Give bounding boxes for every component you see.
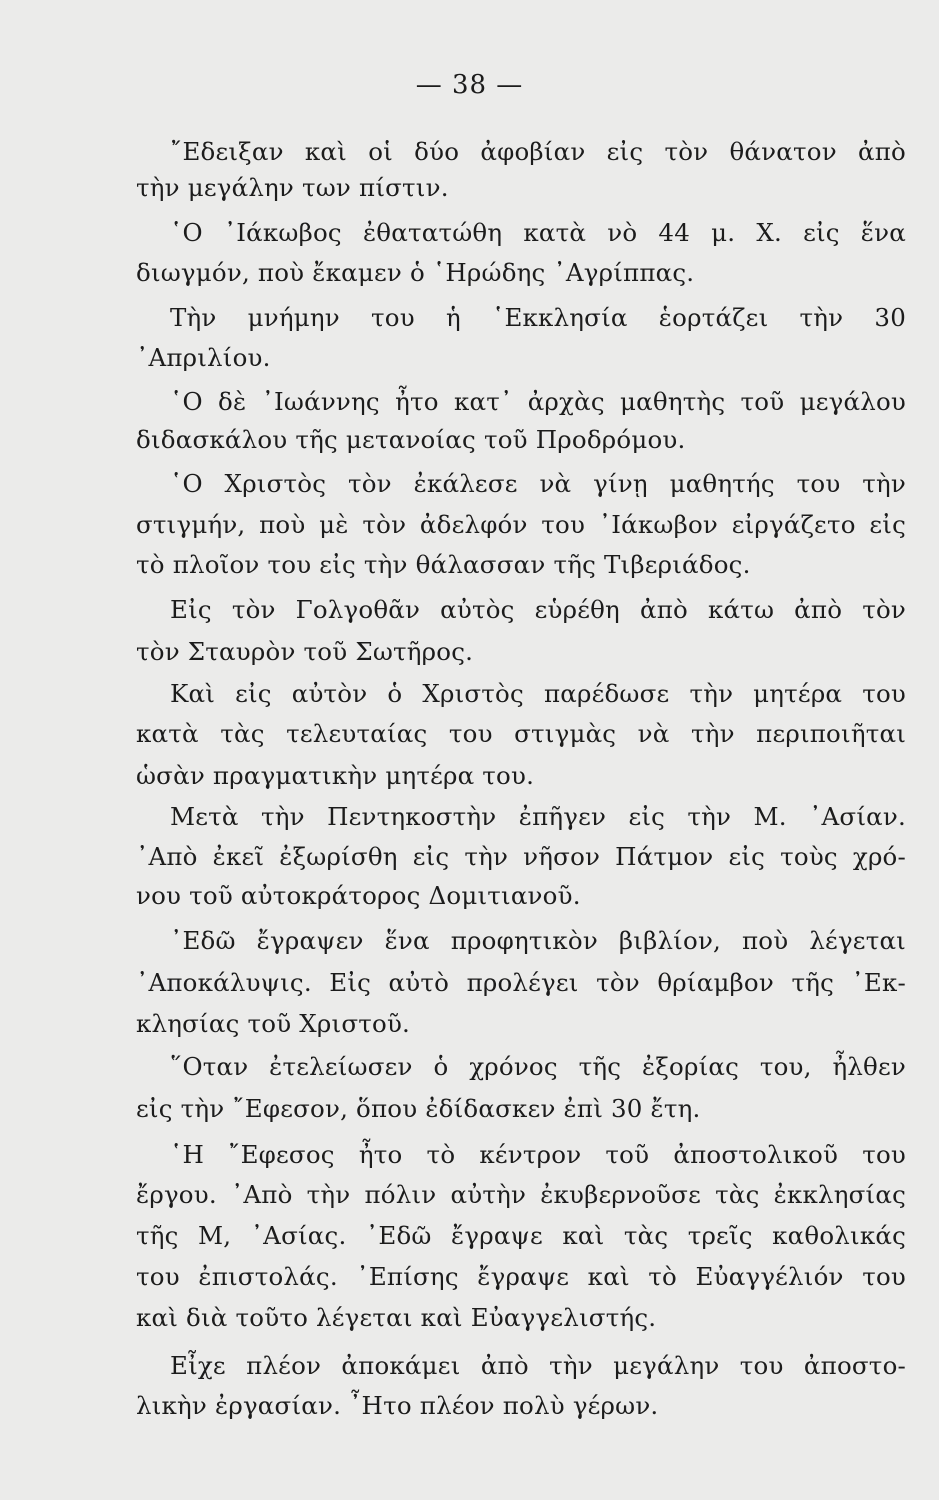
text-line: κλησίας τοῦ Χριστοῦ. <box>136 1009 411 1038</box>
text-line: διωγμόν, ποὺ ἔκαμεν ὁ ῾Ηρώδης ᾿Αγρίππας. <box>136 258 695 287</box>
text-line: ῾Ο Χριστὸς τὸν ἐκάλεσε νὰ γίνῃ μαθητής του τὴν <box>170 469 906 498</box>
text-line: τῆς Μ, ᾿Ασίας. ᾿Εδῶ ἔγραψε καὶ τὰς τρεῖς καθολικάς <box>136 1221 906 1250</box>
text-line: Καὶ εἰς αὐτὸν ὁ Χριστὸς παρέδωσε τὴν μητέρα του <box>170 679 906 708</box>
text-line: καὶ διὰ τοῦτο λέγεται καὶ Εὐαγγελιστής. <box>136 1303 657 1332</box>
text-line: τὸ πλοῖον του εἰς τὴν θάλασσαν τῆς Τιβεριάδος. <box>136 550 751 579</box>
text-line: ῾Ο ᾿Ιάκωβος ἐθατατώθη κατὰ νὸ 44 μ. Χ. εἰς ἕνα <box>170 218 906 247</box>
text-line: ᾿Απριλίου. <box>136 343 271 372</box>
text-line: ῾Η ῎Εφεσος ἦτο τὸ κέντρον τοῦ ἀποστολικοῦ του <box>170 1140 906 1169</box>
text-line: ἔργου. ᾿Απὸ τὴν πόλιν αὐτὴν ἐκυβερνοῦσε τὰς ἐκκλησίας <box>136 1180 906 1209</box>
text-line: του ἐπιστολάς. ᾿Επίσης ἔγραψε καὶ τὸ Εὐαγγέλιόν του <box>136 1262 906 1291</box>
text-line: λικὴν ἐργασίαν. ῏Ητο πλέον πολὺ γέρων. <box>136 1391 659 1420</box>
text-line: Εἶχε πλέον ἀποκάμει ἀπὸ τὴν μεγάλην του ἀποστο- <box>170 1351 906 1380</box>
text-line: Εἰς τὸν Γολγοθᾶν αὐτὸς εὑρέθη ἀπὸ κάτω ἀπὸ τὸν <box>170 595 906 624</box>
text-line: στιγμήν, ποὺ μὲ τὸν ἀδελφόν του ᾿Ιάκωβον εἰργάζετο εἰς <box>136 510 906 539</box>
text-line: ᾿Εδῶ ἔγραψεν ἕνα προφητικὸν βιβλίον, ποὺ λέγεται <box>170 926 906 955</box>
text-line: νου τοῦ αὐτοκράτορος Δομιτιανοῦ. <box>136 881 581 910</box>
text-line: Τὴν μνήμην του ἡ ῾Εκκλησία ἑορτάζει τὴν 30 <box>170 303 906 332</box>
text-line: τὸν Σταυρὸν τοῦ Σωτῆρος. <box>136 637 474 666</box>
text-line: ᾿Αποκάλυψις. Εἰς αὐτὸ προλέγει τὸν θρίαμβον τῆς ᾿Εκ- <box>136 968 906 997</box>
text-line: Μετὰ τὴν Πεντηκοστὴν ἐπῆγεν εἰς τὴν Μ. ᾿Ασίαν. <box>170 802 906 831</box>
text-line: ῎Εδειξαν καὶ οἱ δύο ἀφοβίαν εἰς τὸν θάνατον ἀπὸ <box>170 137 906 166</box>
text-line: ᾿Απὸ ἐκεῖ ἐξωρίσθη εἰς τὴν νῆσον Πάτμον εἰς τοὺς χρό- <box>136 842 906 871</box>
text-line: ῞Οταν ἐτελείωσεν ὁ χρόνος τῆς ἐξορίας του, ἦλθεν <box>170 1052 906 1081</box>
text-line: ὡσὰν πραγματικὴν μητέρα του. <box>136 761 535 790</box>
text-line: κατὰ τὰς τελευταίας του στιγμὰς νὰ τὴν περιποιῆται <box>136 719 906 748</box>
text-line: ῾Ο δὲ ᾿Ιωάννης ἦτο κατ᾿ ἀρχὰς μαθητὴς τοῦ μεγάλου <box>170 387 906 416</box>
text-line: εἰς τὴν ῎Εφεσον, ὅπου ἐδίδασκεν ἐπὶ 30 ἔτη. <box>136 1094 701 1123</box>
text-line: τὴν μεγάλην των πίστιν. <box>136 173 449 202</box>
page-number: — 38 — <box>415 70 524 100</box>
text-line: διδασκάλου τῆς μετανοίας τοῦ Προδρόμου. <box>136 425 686 454</box>
